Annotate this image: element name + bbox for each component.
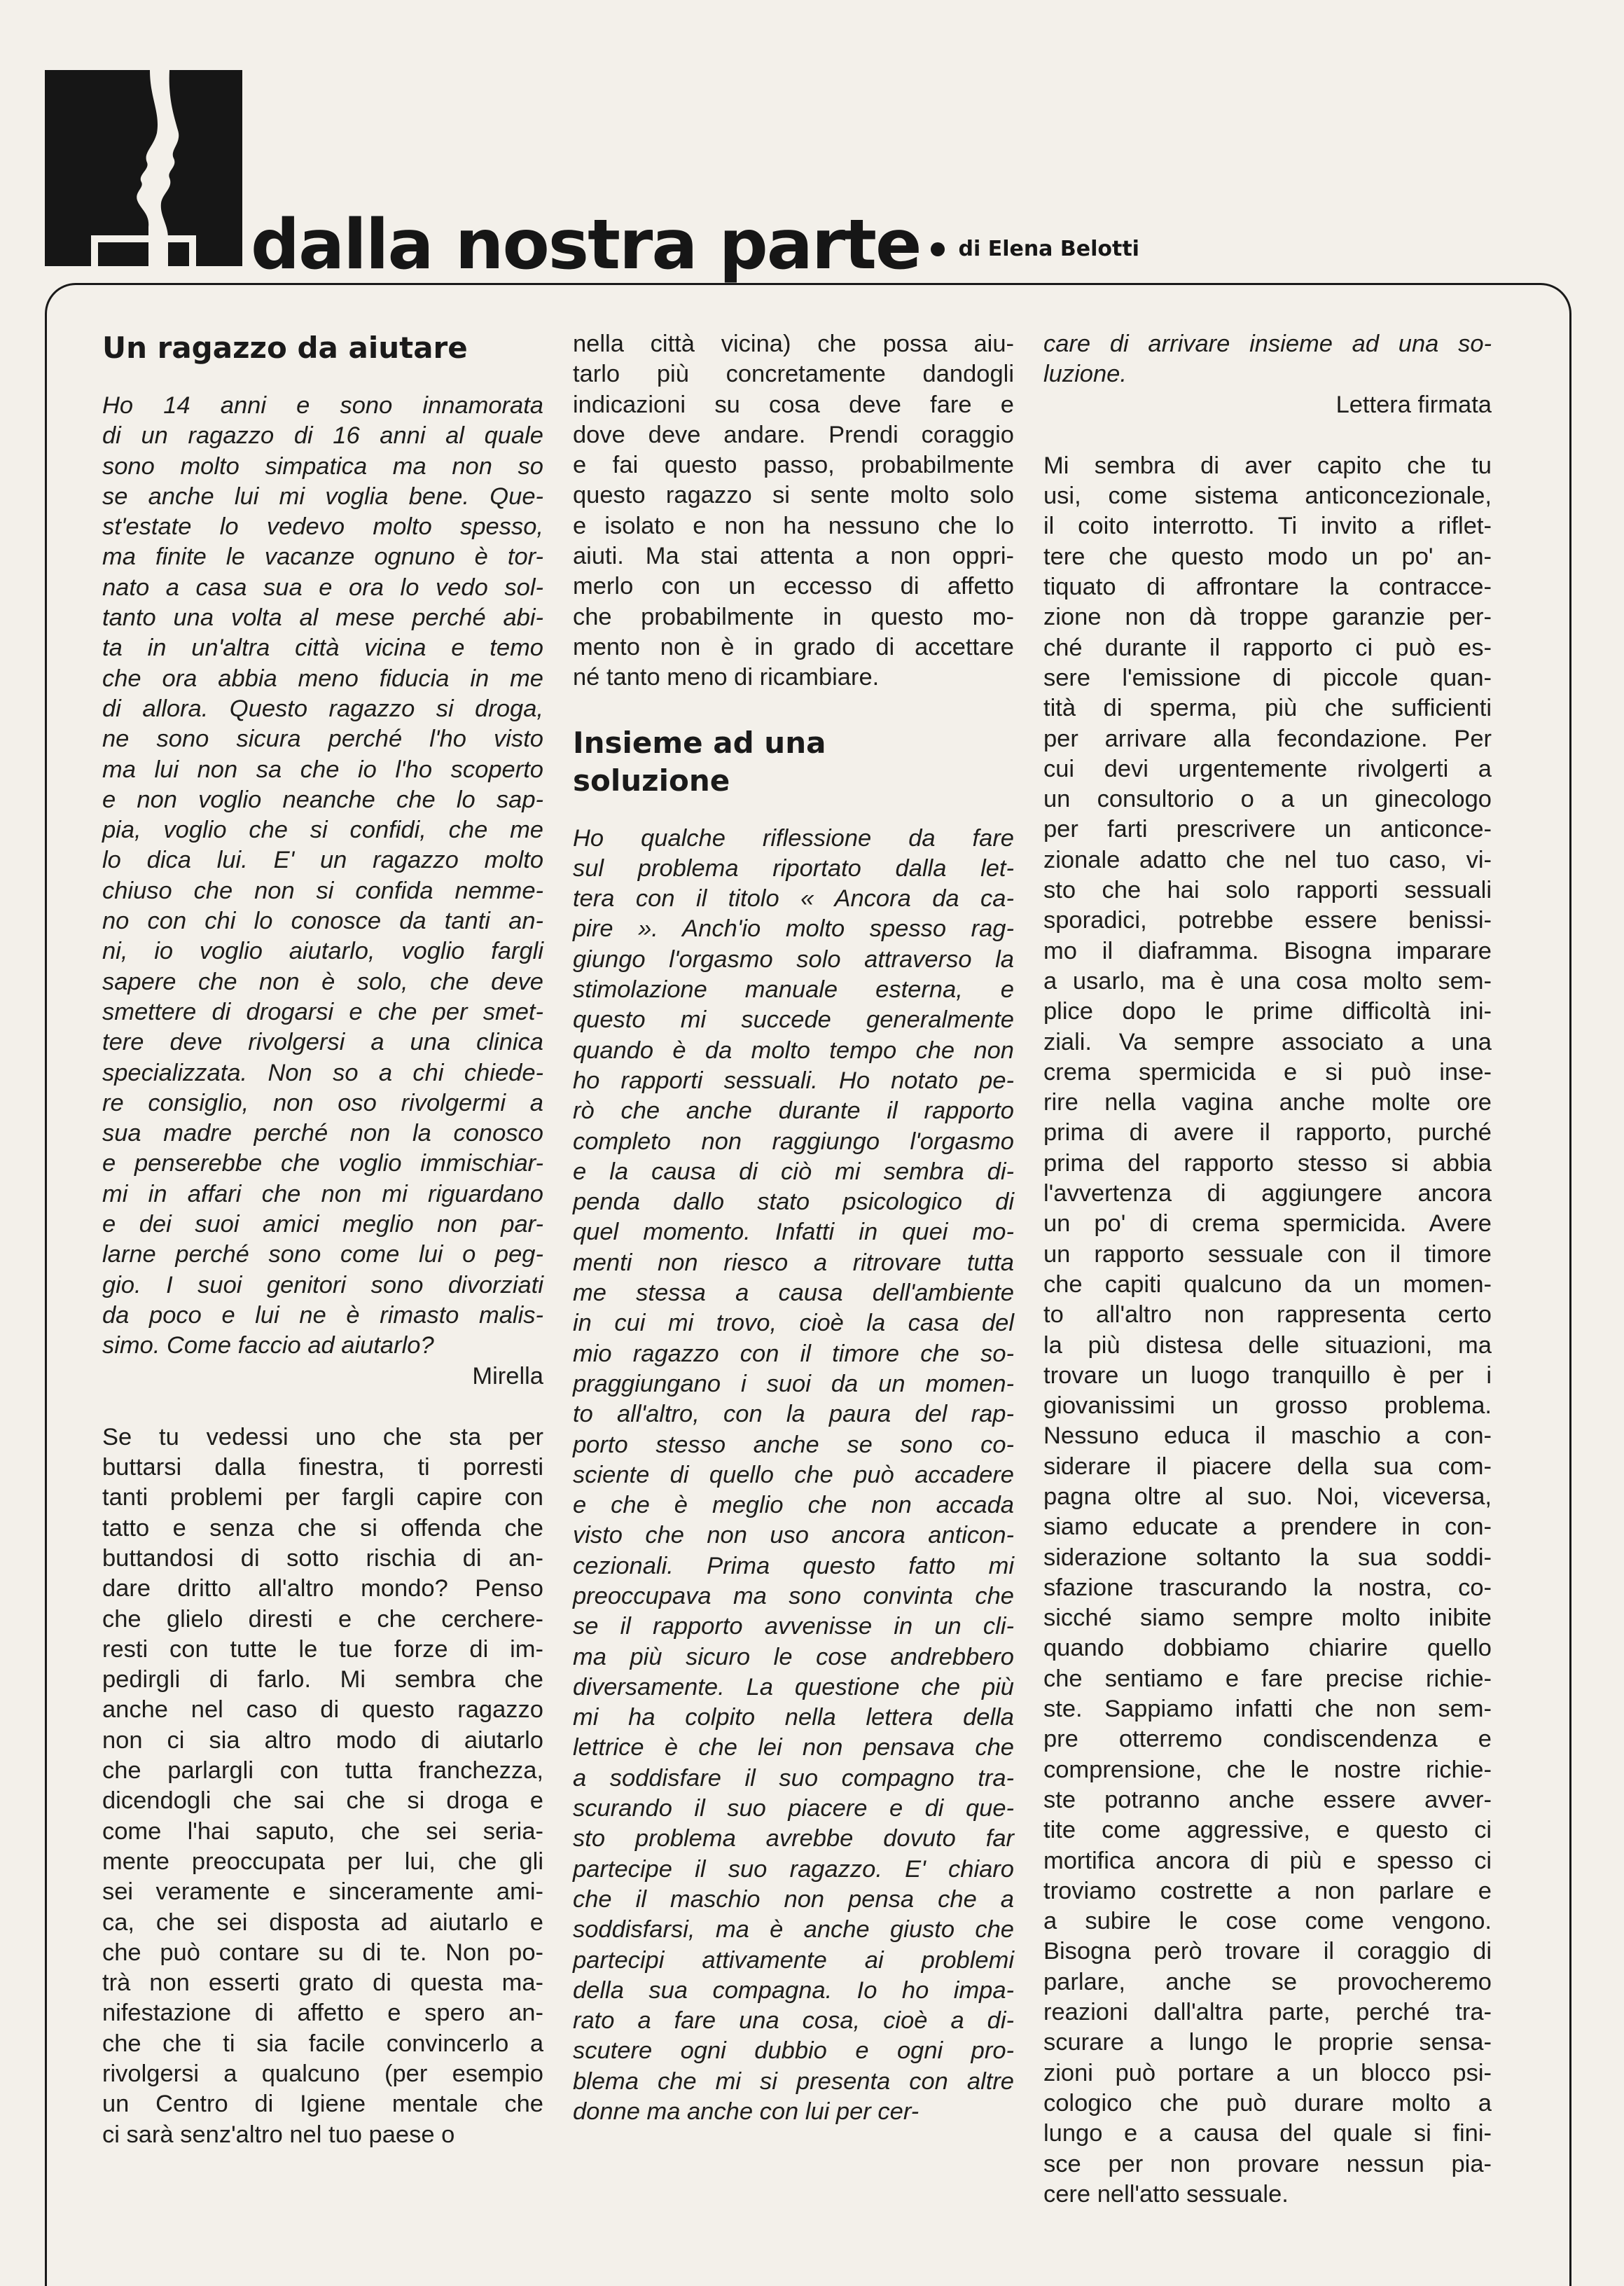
text-line: Mirella [472,1362,543,1390]
text-line: ne sono sicura perché l'ho visto [102,726,543,753]
text-line: menti non riesco a ritrovare tutta [573,1249,1014,1276]
text-line: larne perché sono come lui o peg- [102,1241,543,1268]
text-line: quel momento. Infatti in quei mo- [573,1219,1014,1246]
reader-letter [573,824,1014,2128]
text-line: tere che questo modo un po' an- [1043,543,1492,570]
text-line: mente preoccupata per lui, che gli [102,1848,543,1875]
text-line: da poco e lui ne è rimasto malis- [102,1301,543,1329]
text-line: anche nel caso di questo ragazzo [102,1696,543,1724]
spacer [102,1392,543,1422]
text-line: st'estate lo vedevo molto spesso, [102,513,543,541]
article-heading [102,329,543,367]
text-line: a usarlo, ma è una cosa molto sem- [1043,967,1492,995]
text-line: che ora abbia meno fiducia in me [102,665,543,692]
text-line: mi ha colpito nella lettera della [573,1704,1014,1731]
text-line: lo dica lui. E' un ragazzo molto [102,847,543,874]
column-2 [573,329,1014,2127]
text-line: la più distesa delle situazioni, ma [1043,1331,1492,1359]
text-line: sapere che non è solo, che deve [102,968,543,995]
text-line: resti con tutte le tue forze di im- [102,1635,543,1663]
text-line: e penserebbe che voglio immischiar- [102,1150,543,1177]
text-line: non ci sia altro modo di aiutarlo [102,1726,543,1754]
text-line: dicendogli che sai che si droga e [102,1787,543,1815]
text-line: quando dobbiamo chiarire quello [1043,1635,1492,1662]
text-line: scurando il suo piacere e di que- [573,1795,1014,1822]
text-line: crema spermicida e si può inse- [1043,1058,1492,1086]
text-line: mio ragazzo con il timore che so- [573,1340,1014,1367]
text-line: ma più sicuro le cose andrebbero [573,1643,1014,1670]
text-line: prima del rapporto stesso si abbia [1043,1149,1492,1177]
text-line: di allora. Questo ragazzo si droga, [102,695,543,722]
text-line: tiquato di affrontare la contracce- [1043,574,1492,601]
text-line: questo mi succede generalmente [573,1006,1014,1034]
text-line: e la causa di ciò mi sembra di- [573,1158,1014,1185]
text-line: tarlo più concretamente dandogli [573,361,1014,388]
byline: di Elena Belotti [958,237,1139,262]
text-line: praggiungano i suoi da un momen- [573,1370,1014,1397]
text-line: sul problema riportato dalla let- [573,854,1014,882]
heading-line: soluzione [573,763,730,798]
text-line: pedirgli di farlo. Mi sembra che [102,1666,543,1693]
text-line: rato a fare una cosa, cioè a di- [573,2007,1014,2035]
text-line: tanti problemi per fargli capire con [102,1484,543,1511]
text-line: sua madre perché non la conosco [102,1120,543,1147]
text-line: trà non esserti grato di questa ma- [102,1969,543,1997]
text-line: tità di sperma, più che sufficienti [1043,695,1492,722]
text-line: nato a casa sua e ora lo vedo sol- [102,574,543,601]
text-line: della sua compagna. Io ho impa- [573,1976,1014,2004]
text-line: che parlargli con tutta franchezza, [102,1757,543,1785]
text-line: sere l'emissione di piccole quan- [1043,664,1492,691]
text-line: a subire le cose come vengono. [1043,1908,1492,1935]
text-line: sfazione trascurando la nostra, co- [1043,1574,1492,1601]
text-line: sce per non provare nessun pia- [1043,2150,1492,2177]
spacer [573,693,1014,724]
text-line: tatto e senza che si offenda che [102,1514,543,1542]
text-line: sporadici, potrebbe essere benissi- [1043,907,1492,934]
text-line: ste potranno anche essere avver- [1043,1786,1492,1813]
text-line: come l'hai saputo, che sei seria- [102,1817,543,1845]
text-line: sono molto simpatica ma non so [102,452,543,480]
column-logo [45,70,242,266]
text-line: rò che anche durante il rapporto [573,1097,1014,1125]
text-line: partecipi attivamente ai problemi [573,1946,1014,1974]
text-line: usi, come sistema anticoncezionale, [1043,483,1492,510]
text-line: cere nell'atto sessuale. [1043,2180,1289,2208]
text-line: di un ragazzo di 16 anni al quale [102,422,543,450]
text-line: ché durante il rapporto ci può es- [1043,634,1492,661]
title-text: dalla nostra parte [251,205,921,285]
text-line: pre otterremo condiscendenza e [1043,1726,1492,1753]
text-line: cui devi urgentemente rivolgerti a [1043,755,1492,782]
text-line: prima di avere il rapporto, purché [1043,1119,1492,1147]
text-line: che sentiamo e fare precise richie- [1043,1665,1492,1692]
reply-text [573,329,1014,693]
text-line: me stessa a causa dell'ambiente [573,1280,1014,1307]
text-line: né tanto meno di ricambiare. [573,664,880,691]
text-line: ho rapporti sessuali. Ho notato pe- [573,1067,1014,1094]
text-line: sto che hai solo rapporti sessuali [1043,877,1492,904]
text-line: per farti prescrivere un anticonce- [1043,816,1492,843]
column-1 [102,329,543,2150]
text-line: dove deve andare. Prendi coraggio [573,421,1014,448]
reply-text [102,1422,543,2150]
text-line: se anche lui mi voglia bene. Que- [102,483,543,510]
text-line: luzione. [1043,361,1127,388]
text-line: blema che mi si presenta con altre [573,2067,1014,2095]
text-line: rire nella vagina anche molte ore [1043,1089,1492,1116]
text-line: trovare un luogo tranquillo è per i [1043,1362,1492,1389]
text-line: cologico che può durare molto a [1043,2089,1492,2117]
text-line: visto che non uso ancora anticon- [573,1522,1014,1549]
text-line: rivolgersi a qualcuno (per esempio [102,2060,543,2088]
text-line: completo non raggiungo l'orgasmo [573,1128,1014,1155]
spacer [102,367,543,391]
text-line: quando è da molto tempo che non [573,1037,1014,1064]
text-line: in cui mi trovo, cioè la casa del [573,1310,1014,1337]
text-line: ma finite le vacanze ognuno è tor- [102,543,543,571]
text-line: Lettera firmata [1335,391,1492,418]
text-line: smettere di drogarsi e che per smet- [102,998,543,1025]
heading-line: Un ragazzo da aiutare [102,331,468,365]
text-line: aiuti. Ma stai attenta a non oppri- [573,543,1014,570]
text-line: penda dallo stato psicologico di [573,1189,1014,1216]
text-line: ta in un'altra città vicina e temo [102,635,543,662]
text-line: ni, io voglio aiutarlo, voglio fargli [102,938,543,965]
text-line: mo il diaframma. Bisogna imparare [1043,937,1492,964]
text-line: ziali. Va sempre associato a una [1043,1028,1492,1055]
text-line: ste. Sappiamo infatti che non sem- [1043,1696,1492,1723]
text-line: simo. Come faccio ad aiutarlo? [102,1332,434,1359]
text-line: mi in affari che non mi riguardano [102,1180,543,1207]
text-line: pia, voglio che si confidi, che me [102,817,543,844]
text-line: che capiti qualcuno da un momen- [1043,1270,1492,1298]
text-line: zione non dà troppe garanzie per- [1043,604,1492,631]
article-heading [573,724,1014,800]
text-line: un po' di crema spermicida. Avere [1043,1210,1492,1238]
reader-letter [1043,329,1492,390]
letter-signature [1043,390,1492,420]
reply-text [1043,451,1492,2210]
text-line: ci sarà senz'altro nel tuo paese o [102,2121,455,2148]
text-line: Ho qualche riflessione da fare [573,824,1014,852]
text-line: un rapporto sessuale con il timore [1043,1240,1492,1268]
text-line: merlo con un eccesso di affetto [573,573,1014,600]
text-line: e isolato e non ha nessuno che lo [573,512,1014,539]
text-line: preoccupava ma sono convinta che [573,1582,1014,1609]
text-line: questo ragazzo si sente molto solo [573,482,1014,509]
text-line: buttarsi dalla finestra, ti porresti [102,1454,543,1481]
text-line: mortifica ancora di più e spesso ci [1043,1847,1492,1874]
text-line: buttandosi di sotto rischia di an- [102,1544,543,1572]
text-line: zionale adatto che nel tuo caso, vi- [1043,846,1492,873]
text-line: scutere ogni dubbio e ogni pro- [573,2037,1014,2065]
text-line: pire ». Anch'io molto spesso rag- [573,915,1014,943]
text-line: parlare, anche se provocheremo [1043,1968,1492,1995]
text-line: siderazione soltanto la sua soddi- [1043,1544,1492,1571]
profile-faces-icon [45,70,242,266]
text-line: lungo e a causa del quale si fini- [1043,2120,1492,2147]
text-line: care di arrivare insieme ad una so- [1043,331,1492,357]
text-line: che il maschio non pensa che a [573,1885,1014,1913]
text-line: che probabilmente in questo mo- [573,603,1014,630]
text-line: Mi sembra di aver capito che tu [1043,452,1492,479]
text-line: giungo l'orgasmo solo attraverso la [573,945,1014,973]
spacer [1043,420,1492,451]
text-line: porto stesso anche se sono co- [573,1431,1014,1458]
text-line: donne ma anche con lui per cer- [573,2098,919,2126]
text-line: zioni può portare a un blocco psi- [1043,2059,1492,2086]
text-line: chiuso che non si confida nemme- [102,877,543,904]
text-line: se il rapporto avvenisse in un cli- [573,1613,1014,1640]
text-line: e che è meglio che non accada [573,1492,1014,1519]
text-line: e dei suoi amici meglio non par- [102,1211,543,1238]
text-line: il coito interrotto. Ti invito a riflet- [1043,513,1492,540]
text-line: ma lui non sa che io l'ho scoperto [102,756,543,783]
text-line: nella città vicina) che possa aiu- [573,331,1014,357]
text-line: pagna oltre al suo. Noi, viceversa, [1043,1483,1492,1510]
text-line: diversamente. La questione che più [573,1673,1014,1700]
text-line: e fai questo passo, probabilmente [573,452,1014,479]
text-line: giovanissimi un grosso problema. [1043,1392,1492,1420]
text-line: cezionali. Prima questo fatto mi [573,1552,1014,1579]
text-line: un consultorio o a un ginecologo [1043,786,1492,813]
text-line: comprensione, che le nostre richie- [1043,1756,1492,1783]
text-line: sciente di quello che può accadere [573,1461,1014,1488]
text-line: soddisfarsi, ma è anche giusto che [573,1916,1014,1944]
text-line: siderare il piacere della sua com- [1043,1453,1492,1480]
text-line: sicché siamo sempre molto inibite [1043,1605,1492,1632]
text-line: dare dritto all'altro mondo? Penso [102,1575,543,1602]
text-line: scurare a lungo le proprie sensa- [1043,2029,1492,2056]
heading-line: Insieme ad una [573,725,826,760]
text-line: re consiglio, non oso rivolgermi a [102,1089,543,1116]
text-line: a soddisfare il suo compagno tra- [573,1764,1014,1792]
letter-signature [102,1362,543,1392]
text-line: tite come aggressive, e questo ci [1043,1817,1492,1844]
text-line: sto problema avrebbe dovuto far [573,1825,1014,1852]
text-line: to all'altro non rappresenta certo [1043,1301,1492,1329]
column-3 [1043,329,1492,2210]
text-line: to all'altro, con la paura del rap- [573,1401,1014,1428]
text-line: gio. I suoi genitori sono divorziati [102,1271,543,1298]
text-line: che glielo diresti e che cerchere- [102,1605,543,1633]
text-line: ca, che sei disposta ad aiutarlo e [102,1909,543,1936]
text-line: un Centro di Igiene mentale che [102,2091,543,2118]
text-line: indicazioni su cosa deve fare e [573,391,1014,418]
text-line: Ho 14 anni e sono innamorata [102,392,543,419]
text-line: e non voglio neanche che lo sap- [102,786,543,813]
text-line: mento non è in grado di accettare [573,633,1014,660]
text-line: Se tu vedessi uno che sta per [102,1423,543,1450]
page-title [251,205,1139,285]
text-line: tera con il titolo « Ancora da ca- [573,885,1014,913]
text-line: troviamo costrette a non parlare e [1043,1877,1492,1904]
text-line: l'avvertenza di aggiungere ancora [1043,1180,1492,1207]
text-line: sei veramente e sinceramente ami- [102,1878,543,1906]
text-line: Nessuno educa il maschio a con- [1043,1422,1492,1450]
text-line: lettrice è che lei non pensava che [573,1734,1014,1761]
bullet-icon [931,242,945,256]
text-line: Bisogna però trovare il coraggio di [1043,1938,1492,1965]
text-line: reazioni dall'altra parte, perché tra- [1043,1999,1492,2026]
text-line: che può contare su di te. Non po- [102,1939,543,1966]
text-line: plice dopo le prime difficoltà ini- [1043,998,1492,1025]
text-line: specializzata. Non so a chi chiede- [102,1059,543,1086]
text-line: per arrivare alla fecondazione. Per [1043,725,1492,752]
text-line: siamo educate a prendere in con- [1043,1513,1492,1541]
text-line: che che ti sia facile convincerlo a [102,2030,543,2057]
spacer [573,800,1014,824]
text-line: stimolazione manuale esterna, e [573,976,1014,1004]
text-line: partecipe il suo ragazzo. E' chiaro [573,1855,1014,1883]
text-line: tanto una volta al mese perché abi- [102,604,543,632]
text-line: nifestazione di affetto e spero an- [102,2000,543,2027]
reader-letter [102,391,543,1362]
text-line: tere deve rivolgersi a una clinica [102,1029,543,1056]
text-line: no con chi lo conosce da tanti an- [102,908,543,935]
